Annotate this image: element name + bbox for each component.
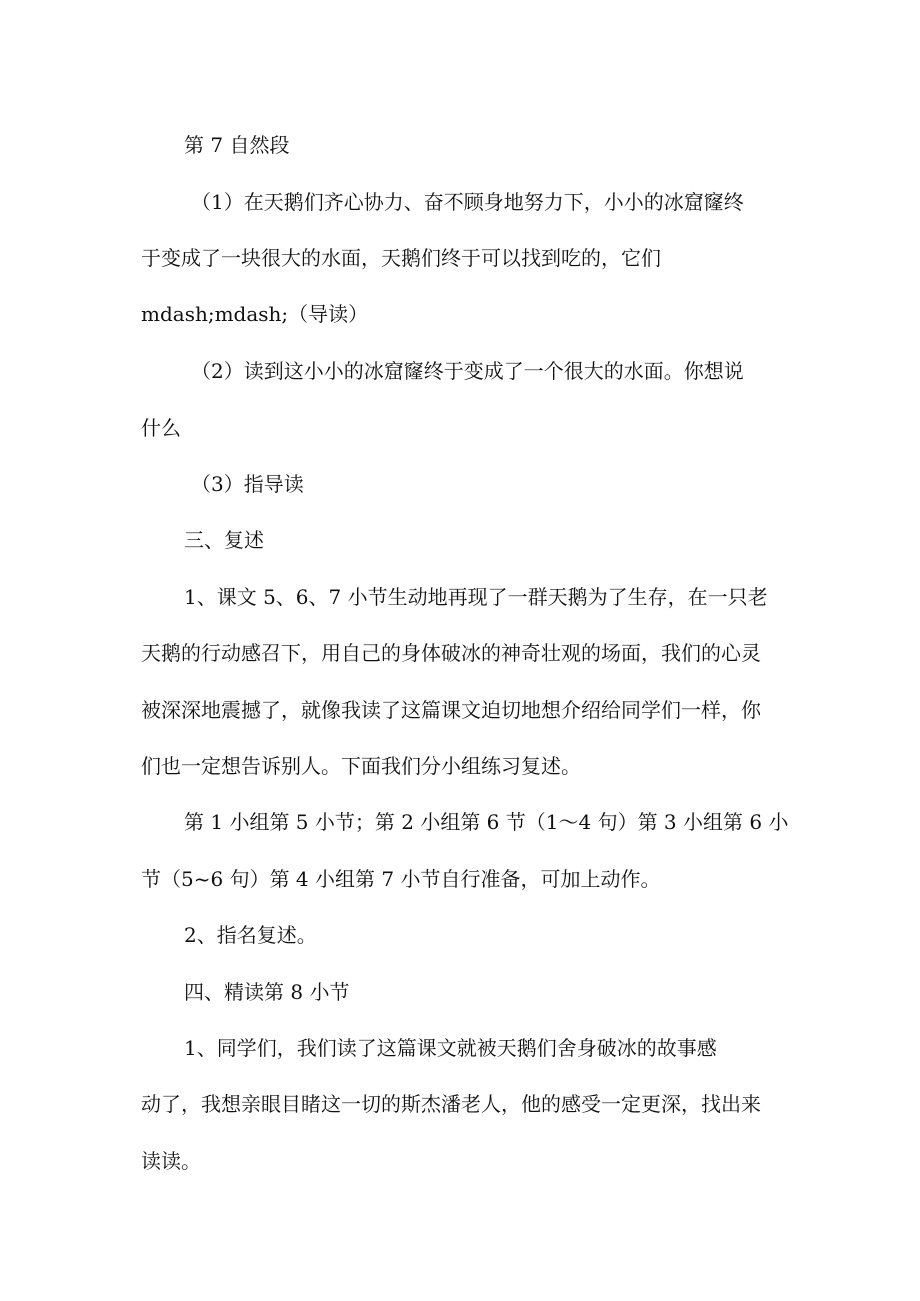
groups-line-2: 节（5~6 句）第 4 小组第 7 小节自行准备，可加上动作。	[141, 867, 661, 891]
item-1-line-1: （1）在天鹅们齐心协力、奋不顾身地努力下，小小的冰窟窿终	[191, 190, 744, 214]
retell-item-2: 2、指名复述。	[184, 923, 317, 947]
read-para-line-2: 动了，我想亲眼目睹这一切的斯杰潘老人，他的感受一定更深，找出来	[141, 1092, 761, 1116]
retell-para-line-1: 1、课文 5、6、7 小节生动地再现了一群天鹅为了生存，在一只老	[184, 585, 768, 609]
section-heading-read-8: 四、精读第 8 小节	[184, 980, 350, 1004]
item-1-line-2: 于变成了一块很大的水面，天鹅们终于可以找到吃的，它们	[141, 246, 661, 270]
read-para-line-3: 读读。	[141, 1149, 201, 1173]
groups-line-1: 第 1 小组第 5 小节；第 2 小组第 6 节（1～4 句）第 3 小组第 6 小	[184, 810, 789, 834]
item-2-line-2: 什么	[141, 416, 181, 440]
heading-paragraph-7: 第 7 自然段	[184, 133, 290, 157]
item-2-line-1: （2）读到这小小的冰窟窿终于变成了一个很大的水面。你想说	[191, 359, 744, 383]
section-heading-retell: 三、复述	[184, 528, 264, 552]
retell-para-line-3: 被深深地震撼了，就像我读了这篇课文迫切地想介绍给同学们一样，你	[141, 698, 761, 722]
read-para-line-1: 1、同学们，我们读了这篇课文就被天鹅们舍身破冰的故事感	[184, 1036, 717, 1060]
retell-para-line-2: 天鹅的行动感召下，用自己的身体破冰的神奇壮观的场面，我们的心灵	[141, 641, 761, 665]
item-3-line-1: （3）指导读	[191, 472, 304, 496]
item-1-line-3: mdash;mdash;（导读）	[141, 302, 369, 326]
retell-para-line-4: 们也一定想告诉别人。下面我们分小组练习复述。	[141, 754, 581, 778]
